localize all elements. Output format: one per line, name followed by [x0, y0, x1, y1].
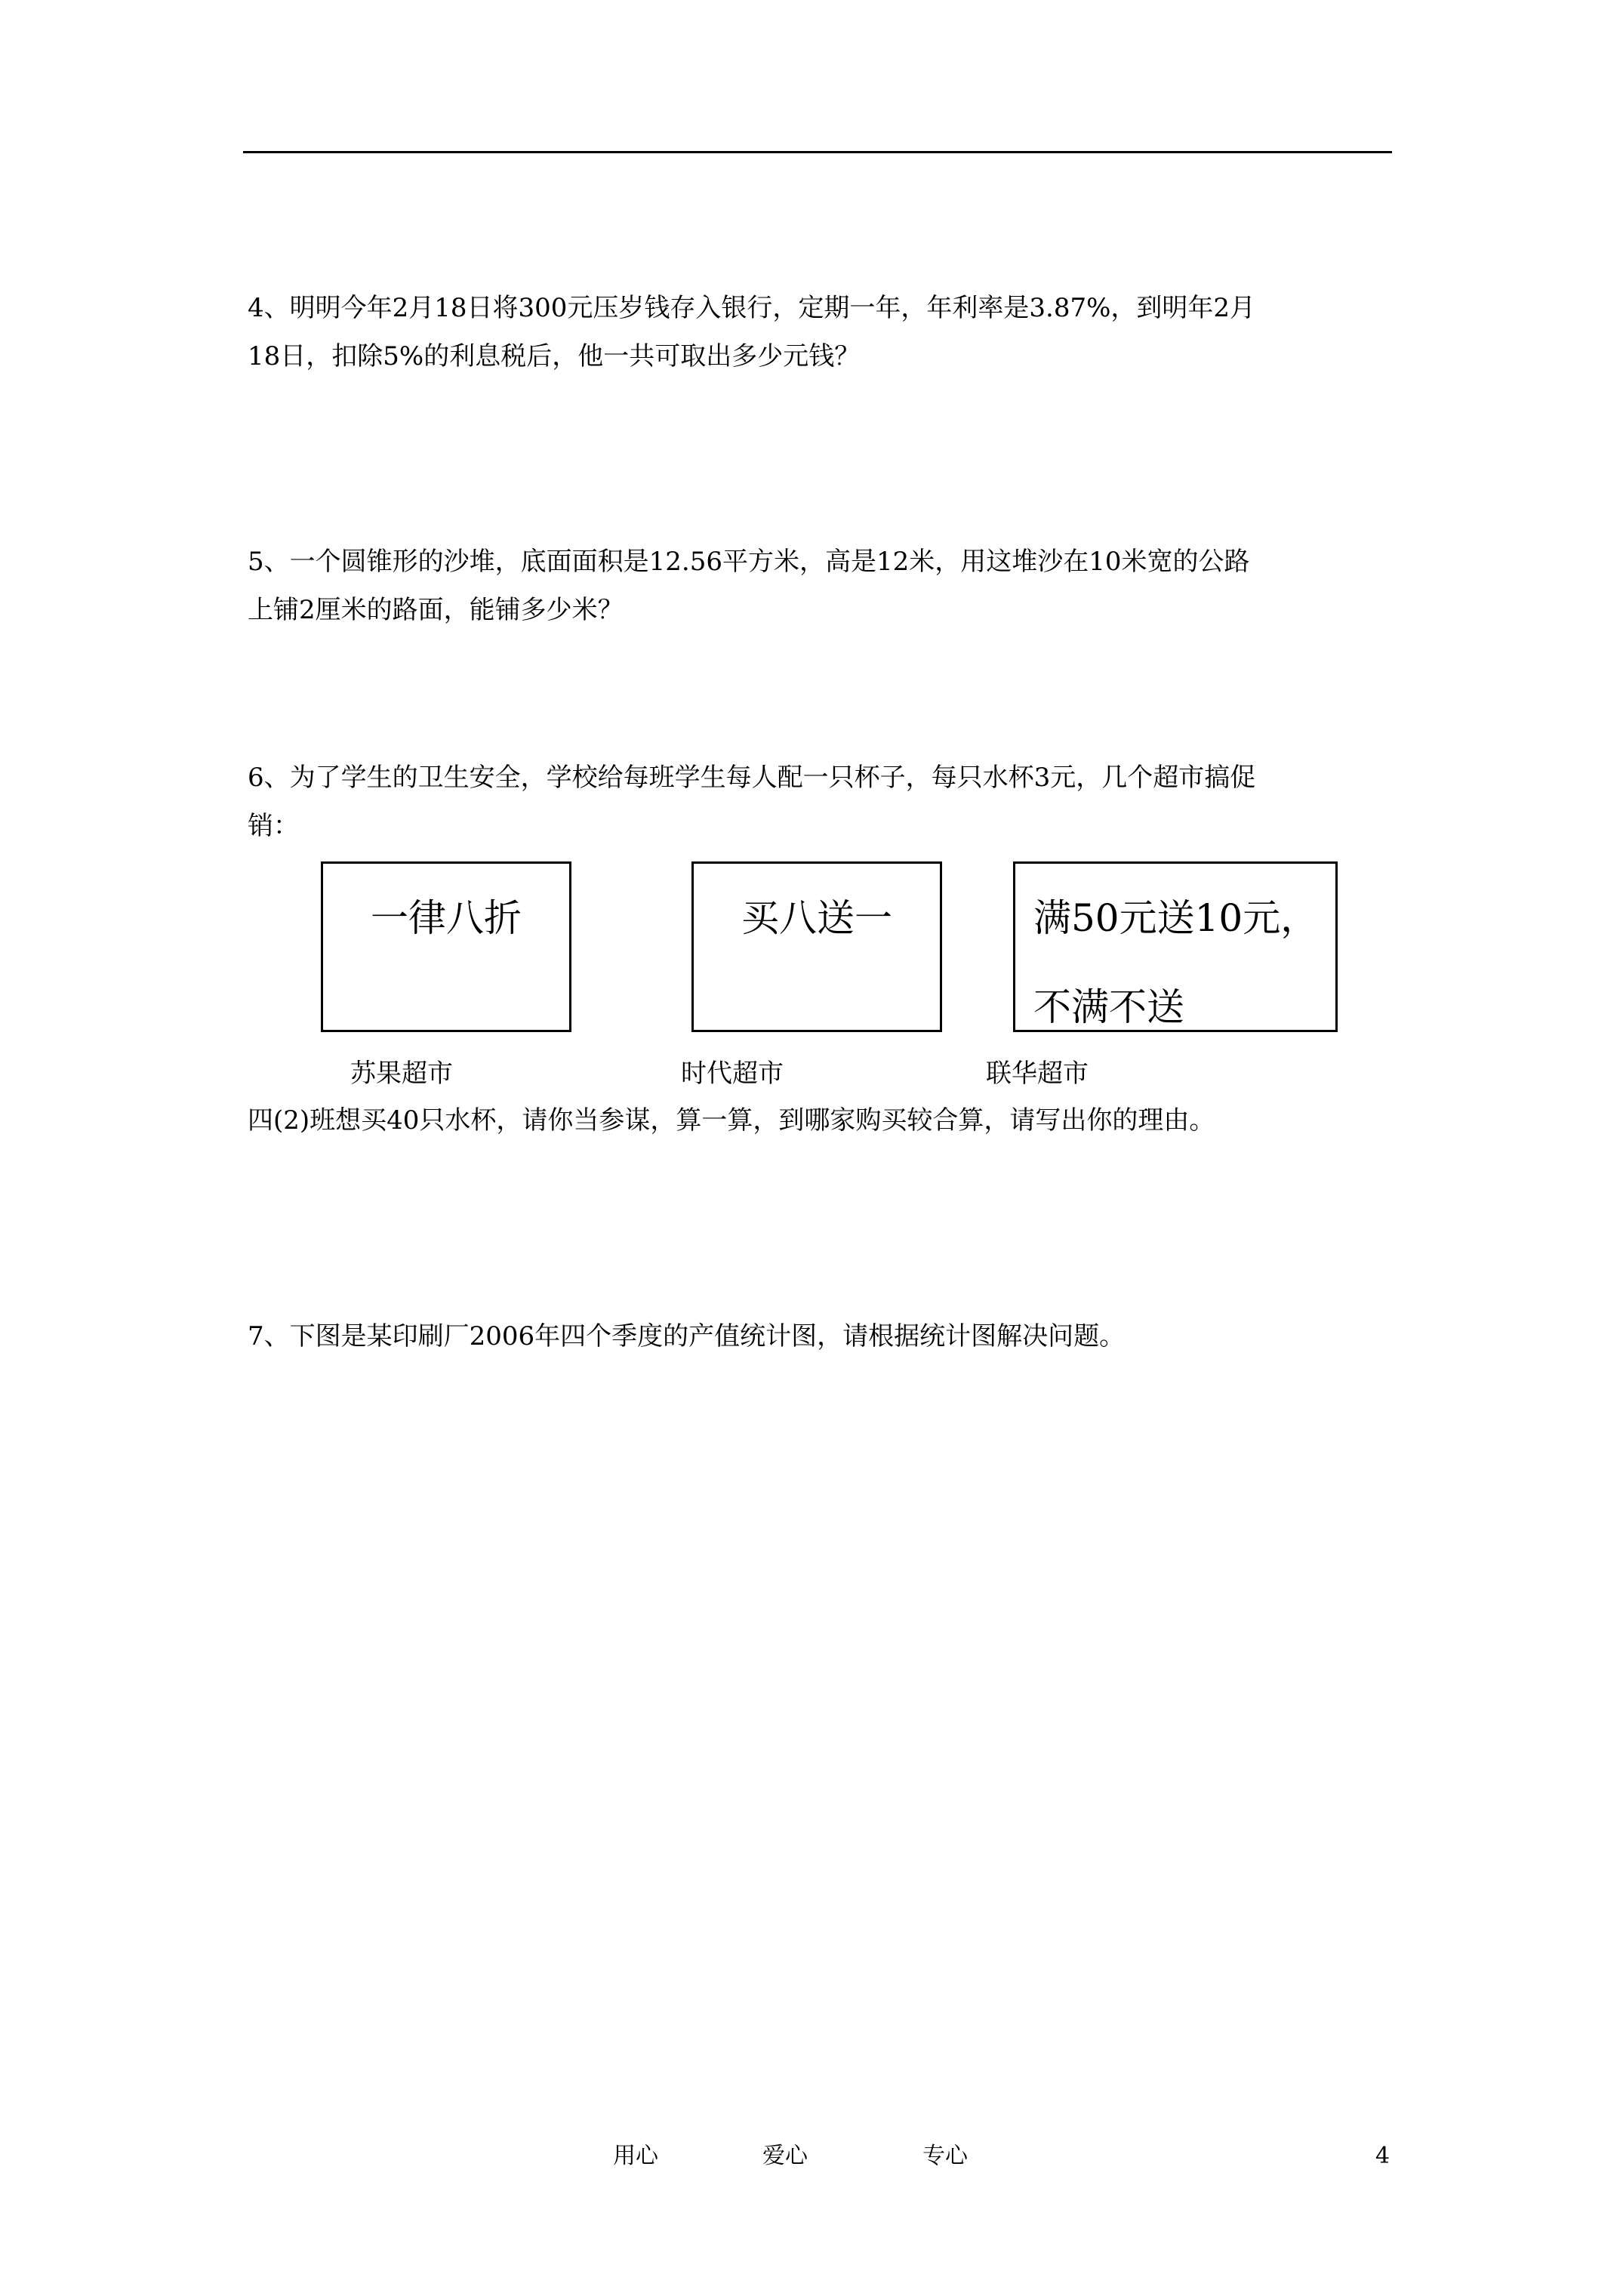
- promo-offer-shidai: 买八送一: [741, 896, 892, 940]
- promo-offer-lianhua-line-2: 不满不送: [1033, 985, 1184, 1029]
- promo-box-shidai: [691, 861, 942, 1032]
- footer-motto-3: 专心: [922, 2143, 968, 2169]
- question-7-line-1: 7、下图是某印刷厂2006年四个季度的产值统计图，请根据统计图解决问题。: [248, 1321, 1126, 1351]
- question-5-line-2: 上铺2厘米的路面，能铺多少米？: [248, 595, 624, 625]
- question-6-follow-up: 四(2)班想买40只水杯，请你当参谋，算一算，到哪家购买较合算，请写出你的理由。: [248, 1105, 1215, 1136]
- question-6-line-1: 6、为了学生的卫生安全，学校给每班学生每人配一只杯子，每只水杯3元，几个超市搞促: [248, 763, 1256, 793]
- promo-offer-suguo: 一律八折: [371, 896, 522, 940]
- store-label-lianhua: 联华超市: [986, 1059, 1089, 1089]
- question-4-line-1: 4、明明今年2月18日将300元压岁钱存入银行，定期一年，年利率是3.87%，到明年2月: [248, 293, 1256, 323]
- footer-motto-2: 爱心: [762, 2143, 808, 2169]
- promo-box-suguo: [321, 861, 571, 1032]
- promo-box-lianhua: [1013, 861, 1338, 1032]
- question-5: [248, 538, 1395, 634]
- promo-offer-lianhua-line-1: 满50元送10元，: [1033, 896, 1319, 940]
- page-number: 4: [1375, 2143, 1390, 2169]
- question-4: [248, 284, 1395, 381]
- header-rule: [243, 151, 1392, 153]
- question-5-line-1: 5、一个圆锥形的沙堆，底面面积是12.56平方米，高是12米，用这堆沙在10米宽的公路: [248, 547, 1250, 577]
- question-7: [248, 1312, 1395, 1361]
- question-6-line-2: 销：: [248, 811, 299, 841]
- question-6: [248, 754, 1395, 850]
- store-label-shidai: 时代超市: [681, 1059, 784, 1089]
- store-label-suguo: 苏果超市: [350, 1059, 453, 1089]
- footer-motto-1: 用心: [613, 2143, 658, 2169]
- question-4-line-2: 18日，扣除5%的利息税后，他一共可取出多少元钱？: [248, 341, 861, 371]
